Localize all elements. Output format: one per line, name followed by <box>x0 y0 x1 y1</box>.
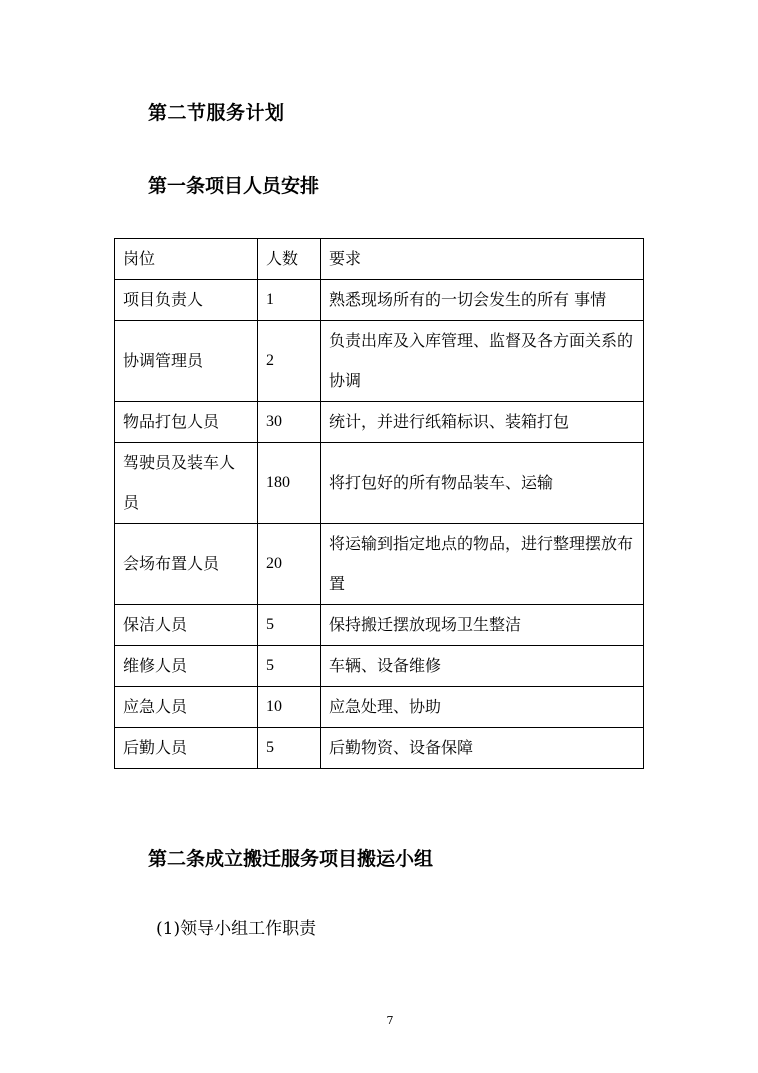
article-1-title: 第一条项目人员安排 <box>148 175 320 197</box>
header-post: 岗位 <box>115 239 258 280</box>
cell-post: 后勤人员 <box>115 728 258 769</box>
cell-count: 5 <box>258 646 321 687</box>
cell-count: 1 <box>258 280 321 321</box>
table-row <box>115 728 644 769</box>
cell-count: 2 <box>258 321 321 402</box>
table-row <box>115 402 644 443</box>
header-count: 人数 <box>258 239 321 280</box>
cell-post: 物品打包人员 <box>115 402 258 443</box>
table-row <box>115 524 644 605</box>
cell-requirement: 后勤物资、设备保障 <box>321 728 644 769</box>
cell-requirement: 统计，并进行纸箱标识、装箱打包 <box>321 402 644 443</box>
cell-post: 项目负责人 <box>115 280 258 321</box>
staffing-table <box>114 238 644 769</box>
cell-requirement: 保持搬迁摆放现场卫生整洁 <box>321 605 644 646</box>
table-row <box>115 687 644 728</box>
sub-heading: (1)领导小组工作职责 <box>156 919 317 939</box>
table-row <box>115 321 644 402</box>
cell-requirement: 负责出库及入库管理、监督及各方面关系的协调 <box>321 321 644 402</box>
cell-requirement: 熟悉现场所有的一切会发生的所有 事情 <box>321 280 644 321</box>
table-header-row <box>115 239 644 280</box>
cell-requirement: 将运输到指定地点的物品，进行整理摆放布置 <box>321 524 644 605</box>
cell-count: 10 <box>258 687 321 728</box>
cell-post: 保洁人员 <box>115 605 258 646</box>
cell-requirement: 应急处理、协助 <box>321 687 644 728</box>
cell-post: 维修人员 <box>115 646 258 687</box>
cell-requirement: 车辆、设备维修 <box>321 646 644 687</box>
cell-post: 驾驶员及装车人员 <box>115 443 258 524</box>
section-title: 第二节服务计划 <box>148 102 285 124</box>
article-2-title: 第二条成立搬迁服务项目搬运小组 <box>148 848 434 870</box>
cell-count: 30 <box>258 402 321 443</box>
table-row <box>115 280 644 321</box>
cell-post: 应急人员 <box>115 687 258 728</box>
page-number: 7 <box>386 1014 394 1027</box>
header-requirement: 要求 <box>321 239 644 280</box>
table-row <box>115 646 644 687</box>
cell-count: 5 <box>258 605 321 646</box>
table-row <box>115 443 644 524</box>
cell-count: 20 <box>258 524 321 605</box>
table-row <box>115 605 644 646</box>
cell-post: 协调管理员 <box>115 321 258 402</box>
cell-count: 180 <box>258 443 321 524</box>
cell-post: 会场布置人员 <box>115 524 258 605</box>
cell-count: 5 <box>258 728 321 769</box>
cell-requirement: 将打包好的所有物品装车、运输 <box>321 443 644 524</box>
